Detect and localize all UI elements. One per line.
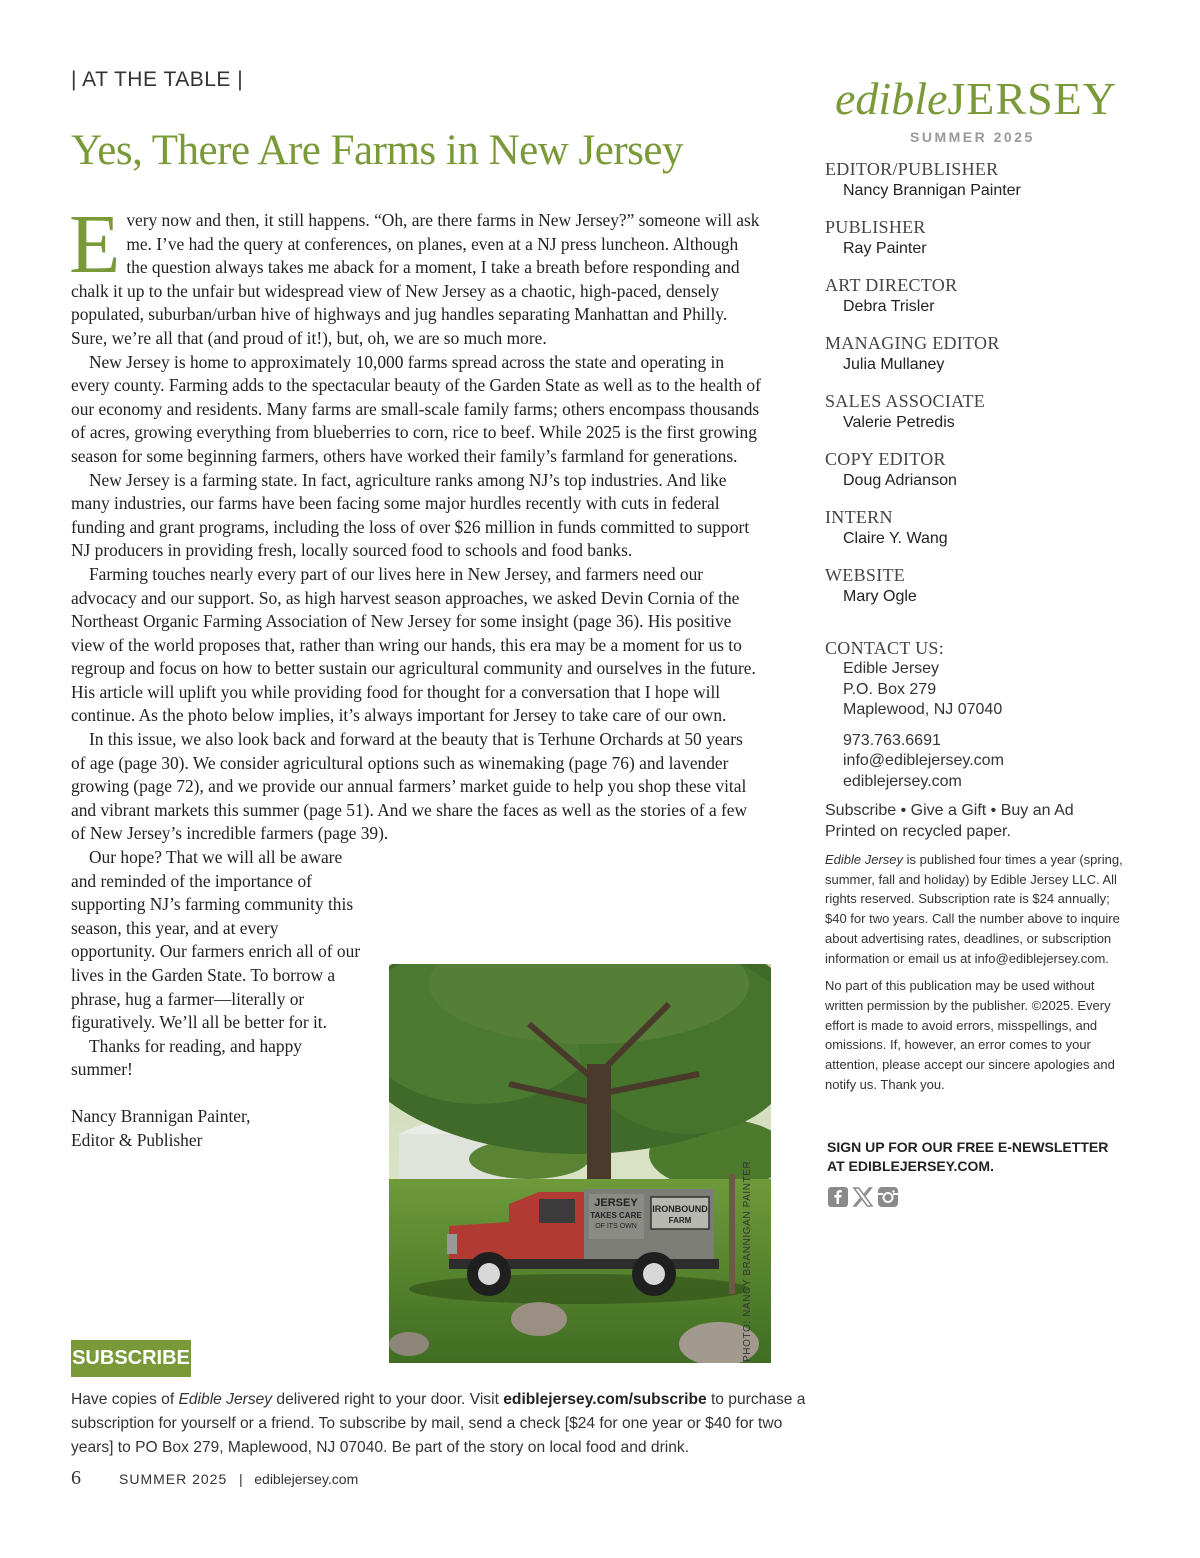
farm-truck-photo — [389, 964, 771, 1363]
recycled-note: Printed on recycled paper. — [825, 823, 1011, 840]
truck-sign-text: JERSEY — [594, 1197, 638, 1209]
contact-email[interactable]: info@ediblejersey.com — [843, 752, 1004, 769]
photo-credit: PHOTO: NANCY BRANNIGAN PAINTER — [742, 1160, 753, 1362]
subscribe-text: Have copies of Edible Jersey delivered right to your door. Visit ediblejersey.com/subscribe to purchase a subscription for yourself or a friend. To subscribe by mail, send a check [$24 for one year or $40 for two years] to PO Box 279, Maplewood, NJ 07040. Be part of the story on local food and drink. — [71, 1391, 806, 1456]
page-number: 6 — [71, 1467, 81, 1489]
drop-cap: E — [69, 198, 121, 291]
contact-web[interactable]: ediblejersey.com — [843, 772, 962, 790]
actions-links[interactable]: Subscribe • Give a Gift • Buy an Ad — [825, 802, 1074, 819]
contact-block — [825, 637, 1135, 792]
contact-org: Edible Jersey — [843, 660, 940, 677]
logo: edibleJERSEY — [835, 73, 1117, 124]
contact-po: P.O. Box 279 — [843, 680, 937, 698]
signature-name: Nancy Brannigan Painter, — [71, 1105, 251, 1126]
facebook-icon[interactable] — [827, 1186, 849, 1208]
article-title: Yes, There Are Farms in New Jersey — [71, 127, 683, 174]
newsletter-signup[interactable]: SIGN UP FOR OUR FREE E-NEWSLETTER AT EDIBLEJERSEY.COM. — [827, 1139, 1109, 1174]
masthead-role: PUBLISHER — [825, 217, 926, 237]
masthead-name: Debra Trisler — [843, 298, 935, 315]
truck-sign-text: FARM — [668, 1216, 692, 1225]
article-paragraph: Farming touches nearly every part of our lives here in New Jersey, and farmers need our advocacy and our support. So, as high harvest season approaches, we asked Devin Cornia of the Northeast Organic Farming Association of New Jersey for some insight (page 36). His positive view of the world proposes that, rather than wring our hands, this era may be a moment for us to regroup and focus on how to better sustain our agricultural community and ourselves in the future. His article will uplift you while providing food for thought for a conversation that I hope will continue. As the photo below implies, it’s always important for Jersey to take care of our own. — [71, 563, 756, 726]
contact-city: Maplewood, NJ 07040 — [843, 701, 1003, 718]
masthead-role: WEBSITE — [825, 565, 906, 585]
footer-site: ediblejersey.com — [254, 1471, 359, 1487]
masthead-name: Claire Y. Wang — [843, 530, 948, 547]
masthead-name: Nancy Brannigan Painter — [843, 182, 1021, 199]
x-icon[interactable] — [852, 1186, 874, 1208]
masthead-role: EDITOR/PUBLISHER — [825, 159, 999, 179]
masthead-name: Valerie Petredis — [843, 414, 955, 431]
article-paragraph: Our hope? That we will all be aware and reminded of the importance of supporting NJ’s farming community this season, this year, and at every opportunity. Our farmers enrich all of our lives in the Garden State. To borrow a phrase, hug a farmer—literally or figuratively. We’ll all be better for it. — [71, 847, 361, 1033]
masthead — [825, 158, 1125, 622]
article-paragraph: In this issue, we also look back and forward at the beauty that is Terhune Orchards at 50 years of age (page 30). We consider agricultural options such as winemaking (page 76) and lavender growing (page 72), and we provide our annual farmers’ market guide to help you shop these vital and vibrant markets this summer (page 51). And we share the faces as well as the stories of a few of New Jersey’s incredible farmers (page 39). — [71, 729, 748, 844]
masthead-name: Ray Painter — [843, 240, 927, 257]
masthead-name: Julia Mullaney — [843, 356, 945, 373]
masthead-name: Mary Ogle — [843, 588, 917, 605]
masthead-role: SALES ASSOCIATE — [825, 391, 986, 411]
copyright-text: No part of this publication may be used without written permission by the publisher. ©2025. Every effort is made to avoid errors, misspellings, and omissions. If, however, an error comes to your attention, please accept our sincere apologies and notify us. Thank you. — [825, 978, 1115, 1092]
footer-issue: SUMMER 2025 — [119, 1471, 228, 1487]
masthead-name: Doug Adrianson — [843, 472, 957, 489]
contact-heading: CONTACT US: — [825, 638, 945, 658]
masthead-role: ART DIRECTOR — [825, 275, 958, 295]
truck-sign-text: OF ITS OWN — [595, 1223, 637, 1230]
subscribe-link[interactable]: ediblejersey.com/subscribe — [503, 1391, 707, 1408]
contact-phone[interactable]: 973.763.6691 — [843, 731, 941, 749]
publication-info — [825, 850, 1125, 1102]
masthead-role: COPY EDITOR — [825, 449, 946, 469]
article-paragraph: Every now and then, it still happens. “Oh, are there farms in New Jersey?” someone will ask me. I’ve had the query at conferences, on planes, even at a NJ press luncheon. Although the question always takes me aback for a moment, I take a breath before responding and chalk it up to the unfair but widespread view of New Jersey as a chaotic, high-paced, densely populated, suburban/urban hive of highways and jug handles separating Manhattan and Philly. Sure, we’re all that (and proud of it!), but, oh, we are so much more. — [69, 198, 760, 348]
footer-separator: | — [238, 1471, 243, 1487]
instagram-icon[interactable] — [877, 1186, 899, 1208]
logo-issue: SUMMER 2025 — [910, 129, 1035, 145]
masthead-role: INTERN — [825, 507, 893, 527]
article-paragraph: New Jersey is home to approximately 10,000 farms spread across the state and operating in every county. Farming adds to the spectacular beauty of the Garden State as well as to the health of our economy and residents. Many farms are small-scale family farms; others encompass thousands of acres, growing everything from blueberries to corn, rice to beef. While 2025 is the first growing season for some beginning farmers, others have worked their family’s farmland for generations. — [71, 351, 761, 466]
article-paragraph: Thanks for reading, and happy summer! — [71, 1035, 302, 1080]
section-label: | AT THE TABLE | — [71, 68, 244, 91]
signature-title: Editor & Publisher — [71, 1129, 203, 1150]
actions-block — [825, 800, 1074, 842]
truck-sign-text: IRONBOUND — [652, 1204, 708, 1214]
truck-sign-text: TAKES CARE — [590, 1211, 642, 1220]
social-links — [827, 1186, 899, 1208]
masthead-role: MANAGING EDITOR — [825, 333, 1000, 353]
article-paragraph: New Jersey is a farming state. In fact, agriculture ranks among NJ’s top industries. And like many industries, our farms have been facing some major hurdles recently with cuts in federal funding and grant programs, including the loss of over $26 million in funds committed to support NJ producers in providing fresh, locally sourced food to schools and food banks. — [71, 469, 750, 561]
subscribe-button[interactable]: SUBSCRIBE — [71, 1340, 191, 1377]
publication-info-text: Edible Jersey is published four times a year (spring, summer, fall and holiday) by Edible Jersey LLC. All rights reserved. Subscription rate is $24 annually; $40 for two years. Call the number above to inquire about advertising rates, deadlines, or subscription information or email us at info@ediblejersey.com. — [825, 852, 1123, 966]
page-footer — [71, 1467, 358, 1490]
